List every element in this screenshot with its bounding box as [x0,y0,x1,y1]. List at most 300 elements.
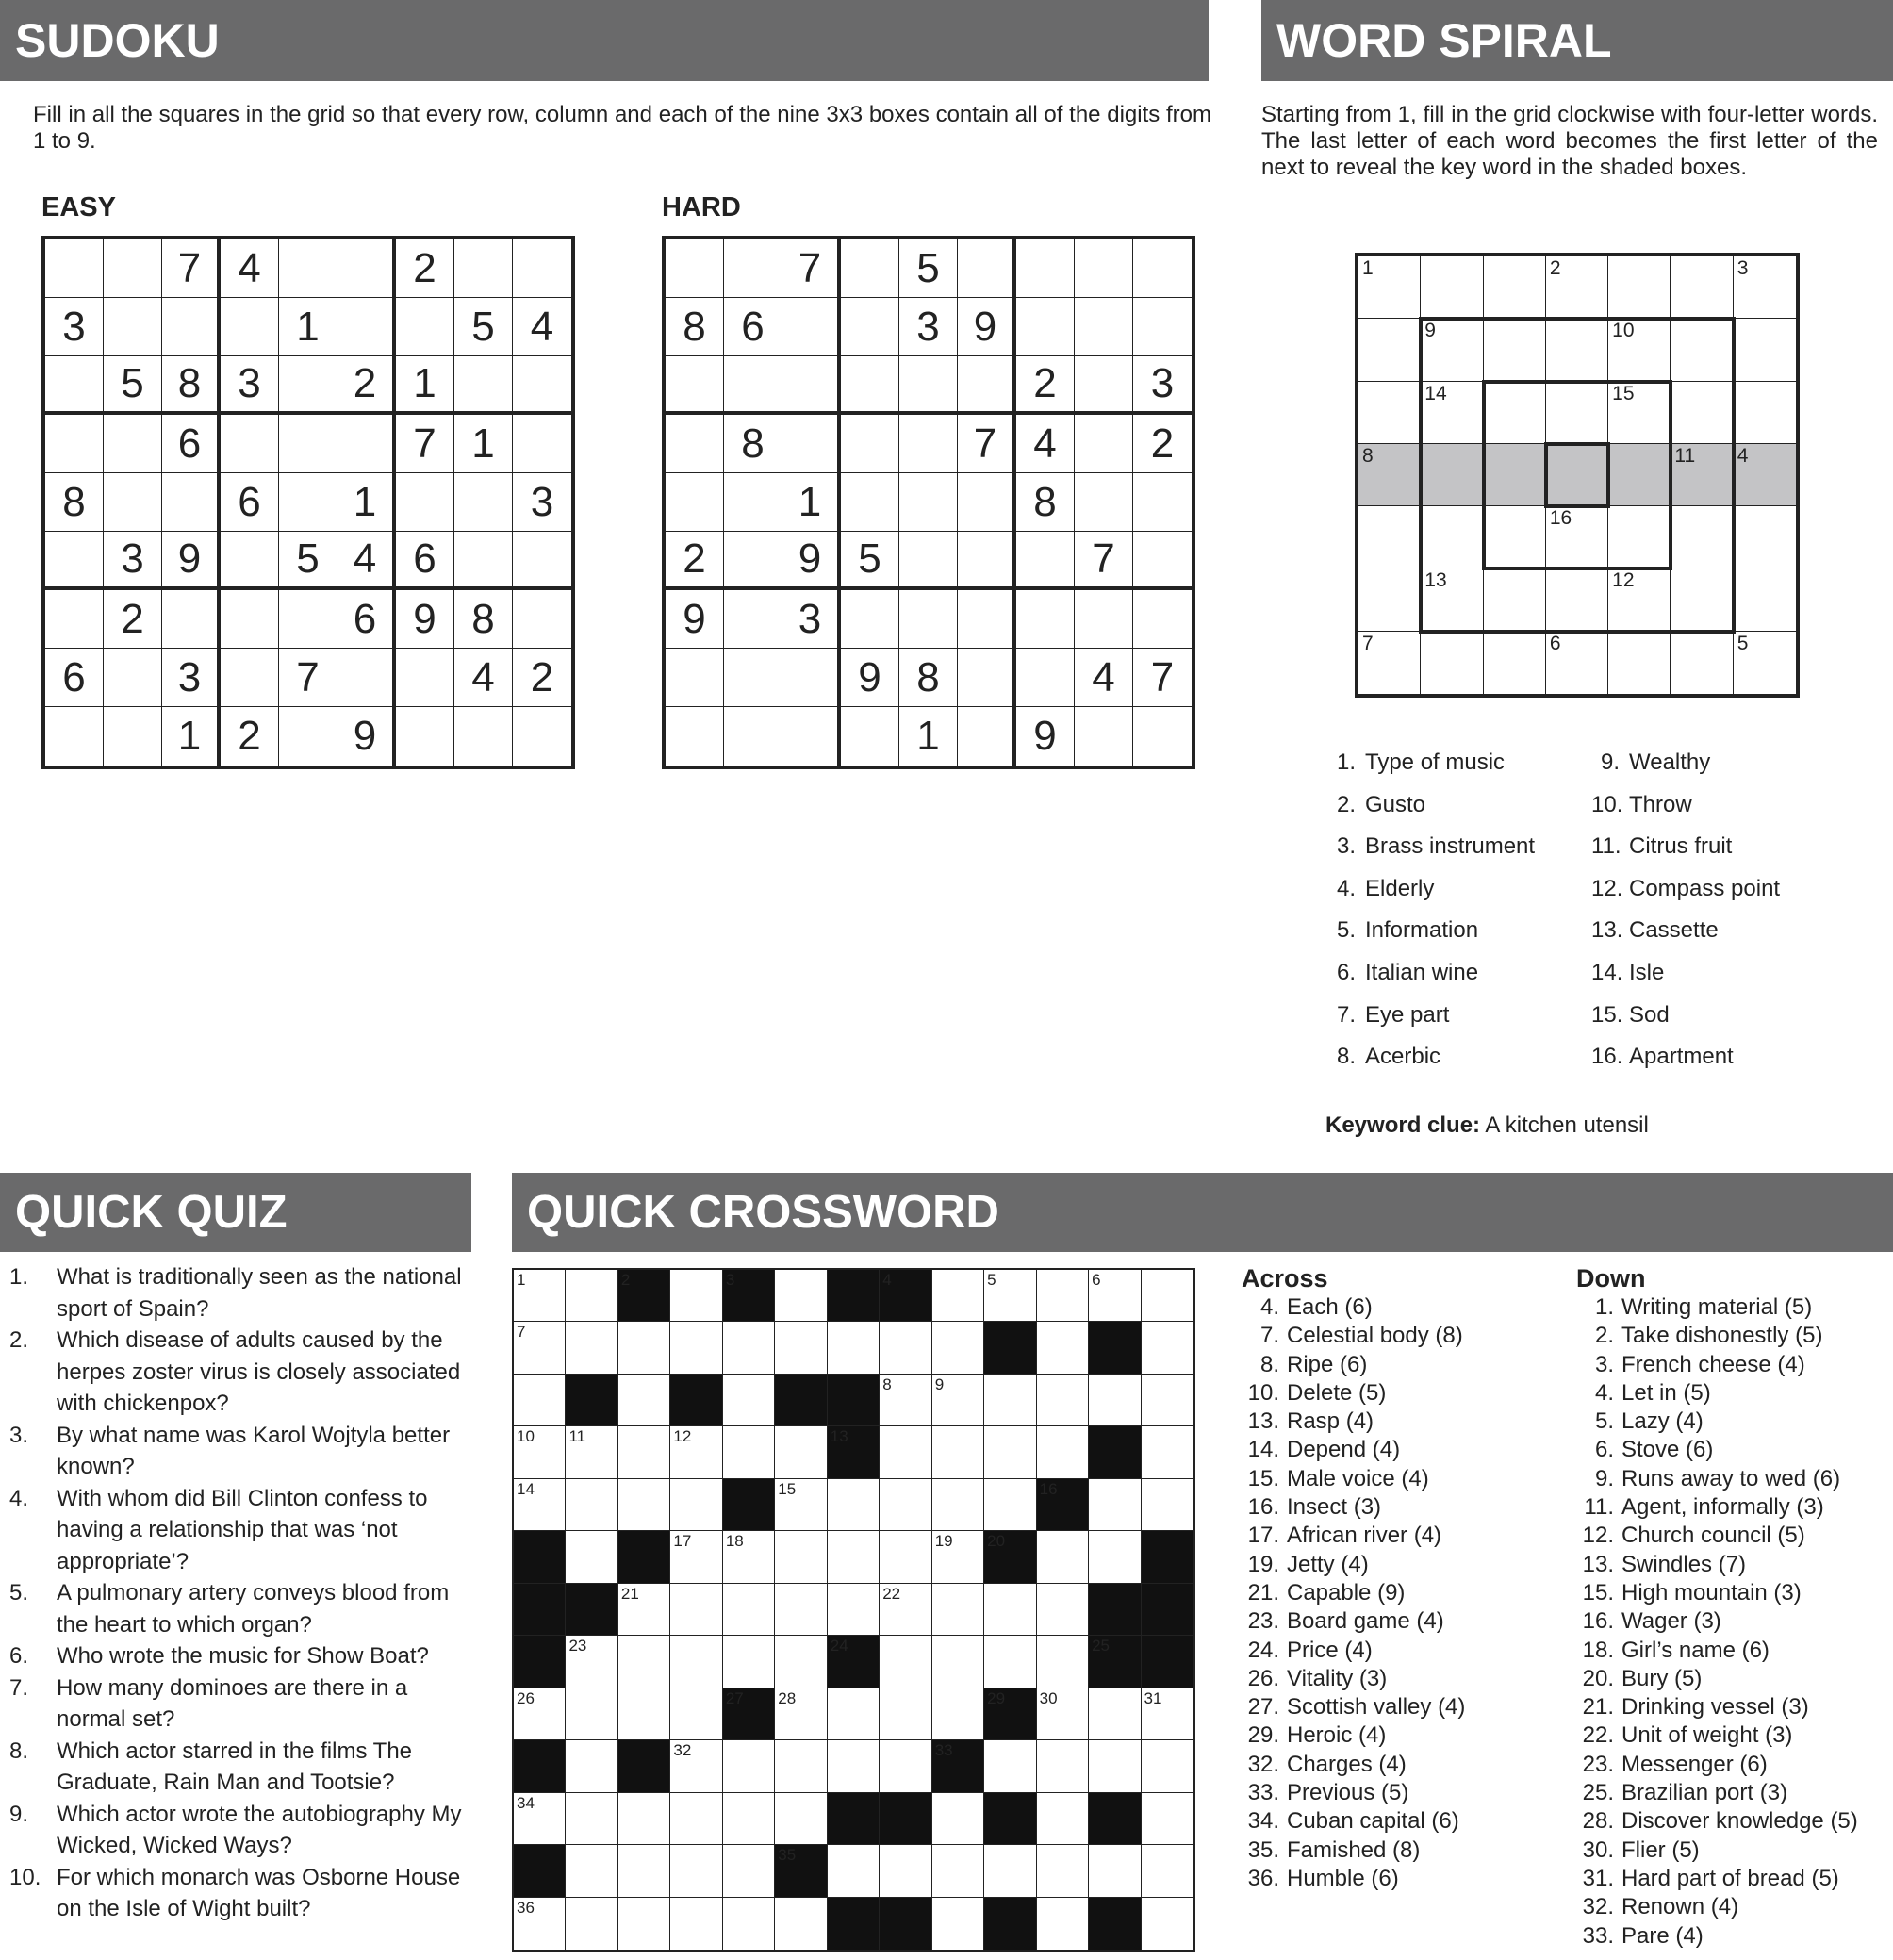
crossword-cell[interactable] [880,1322,931,1374]
sudoku-empty-cell[interactable] [841,707,899,766]
spiral-cell[interactable] [1671,568,1733,631]
sudoku-empty-cell[interactable] [666,707,724,766]
crossword-cell[interactable] [1037,1426,1089,1478]
crossword-cell[interactable] [670,1531,722,1583]
crossword-cell[interactable] [1142,1322,1193,1374]
sudoku-given-digit: 3 [1133,356,1192,415]
crossword-cell[interactable] [828,1531,880,1583]
crossword-cell[interactable] [670,1688,722,1740]
sudoku-empty-cell[interactable] [221,415,279,473]
spiral-cell[interactable] [1358,444,1421,506]
crossword-cell[interactable] [775,1636,827,1688]
crossword-cell[interactable] [1142,1375,1193,1426]
across-clue-text: Capable (9) [1287,1579,1406,1606]
crossword-cell[interactable] [670,1898,722,1950]
crossword-cell[interactable] [514,1426,566,1478]
crossword-cell[interactable] [1037,1898,1089,1950]
spiral-cell[interactable] [1484,632,1546,694]
crossword-cell[interactable] [984,1270,1036,1322]
spiral-cell[interactable] [1608,444,1671,506]
crossword-cell[interactable] [932,1793,984,1845]
spiral-cell[interactable] [1608,319,1671,381]
sudoku-empty-cell[interactable] [454,239,513,298]
crossword-cell[interactable] [932,1479,984,1531]
spiral-cell[interactable] [1608,382,1671,444]
crossword-cell[interactable] [723,1636,775,1688]
sudoku-empty-cell[interactable] [104,415,162,473]
crossword-cell[interactable] [723,1375,775,1426]
sudoku-empty-cell[interactable] [279,590,337,649]
spiral-cell[interactable] [1421,632,1483,694]
crossword-cell[interactable] [566,1270,617,1322]
crossword-cell[interactable] [670,1426,722,1478]
sudoku-empty-cell[interactable] [1075,298,1133,356]
crossword-cell[interactable] [618,1688,670,1740]
spiral-cell[interactable] [1484,568,1546,631]
spiral-cell[interactable] [1546,319,1608,381]
spiral-cell[interactable] [1421,444,1483,506]
sudoku-empty-cell[interactable] [958,473,1016,532]
spiral-cell[interactable] [1358,568,1421,631]
quiz-question [0,1483,469,1578]
spiral-cell[interactable] [1421,506,1483,568]
sudoku-empty-cell[interactable] [221,532,279,590]
sudoku-empty-cell[interactable] [899,590,958,649]
spiral-cell[interactable] [1608,568,1671,631]
crossword-cell[interactable] [723,1584,775,1636]
sudoku-empty-cell[interactable] [279,356,337,415]
crossword-cell[interactable] [723,1898,775,1950]
sudoku-empty-cell[interactable] [724,707,782,766]
crossword-cell[interactable] [514,1688,566,1740]
spiral-cell[interactable] [1734,444,1796,506]
crossword-cell[interactable] [828,1845,880,1897]
crossword-cell[interactable] [984,1375,1036,1426]
spiral-cell[interactable] [1671,506,1733,568]
sudoku-empty-cell[interactable] [1016,649,1075,707]
crossword-cell[interactable] [618,1322,670,1374]
quiz-question-number-text: 8. [9,1738,29,1764]
sudoku-empty-cell[interactable] [45,590,104,649]
crossword-cell[interactable] [670,1636,722,1688]
sudoku-empty-cell[interactable] [782,649,841,707]
sudoku-empty-cell[interactable] [724,356,782,415]
sudoku-empty-cell[interactable] [1133,239,1192,298]
crossword-cell[interactable] [670,1740,722,1792]
crossword-cell[interactable] [1142,1426,1193,1478]
spiral-cell[interactable] [1358,256,1421,319]
crossword-cell[interactable] [618,1898,670,1950]
spiral-cell[interactable] [1608,632,1671,694]
crossword-cell[interactable] [514,1270,566,1322]
crossword-cell[interactable] [880,1845,931,1897]
down-clue [1576,1807,1858,1836]
crossword-cell[interactable] [566,1531,617,1583]
crossword-cell[interactable] [880,1375,931,1426]
spiral-cell[interactable] [1421,568,1483,631]
crossword-cell[interactable] [1037,1740,1089,1792]
sudoku-empty-cell[interactable] [396,707,454,766]
across-clue-number: 23. [1247,1608,1279,1635]
spiral-cell[interactable] [1734,256,1796,319]
sudoku-empty-cell[interactable] [899,532,958,590]
sudoku-empty-cell[interactable] [724,532,782,590]
crossword-cell[interactable] [880,1688,931,1740]
crossword-cell[interactable] [618,1636,670,1688]
sudoku-empty-cell[interactable] [899,415,958,473]
sudoku-empty-cell[interactable] [1133,298,1192,356]
crossword-cell[interactable] [932,1322,984,1374]
spiral-cell[interactable] [1546,568,1608,631]
crossword-cell[interactable] [1089,1531,1141,1583]
sudoku-empty-cell[interactable] [958,239,1016,298]
spiral-clue-text: Brass instrument [1365,833,1536,860]
crossword-cell[interactable] [723,1740,775,1792]
spiral-cell[interactable] [1421,256,1483,319]
spiral-cell[interactable] [1358,506,1421,568]
crossword-cell[interactable] [775,1479,827,1531]
sudoku-empty-cell[interactable] [1075,239,1133,298]
down-clue-number: 18. [1582,1637,1614,1663]
crossword-cell[interactable] [514,1898,566,1950]
crossword-cell[interactable] [1037,1270,1089,1322]
sudoku-empty-cell[interactable] [666,415,724,473]
sudoku-empty-cell[interactable] [337,239,396,298]
across-clue [1242,1436,1465,1464]
spiral-cell[interactable] [1484,256,1546,319]
crossword-cell[interactable] [775,1898,827,1950]
spiral-cell[interactable] [1484,506,1546,568]
sudoku-empty-cell[interactable] [104,707,162,766]
crossword-cell[interactable] [723,1845,775,1897]
spiral-cell[interactable] [1546,444,1608,506]
crossword-cell[interactable] [828,1688,880,1740]
crossword-cell[interactable] [566,1740,617,1792]
crossword-cell[interactable] [618,1426,670,1478]
spiral-cell[interactable] [1358,632,1421,694]
crossword-cell[interactable] [1089,1688,1141,1740]
sudoku-empty-cell[interactable] [104,649,162,707]
crossword-cell[interactable] [618,1375,670,1426]
spiral-cell[interactable] [1358,319,1421,381]
sudoku-empty-cell[interactable] [841,298,899,356]
sudoku-empty-cell[interactable] [782,707,841,766]
spiral-cell[interactable] [1734,568,1796,631]
crossword-cell[interactable] [932,1375,984,1426]
sudoku-empty-cell[interactable] [1133,590,1192,649]
crossword-cell[interactable] [618,1793,670,1845]
crossword-cell[interactable] [1037,1584,1089,1636]
sudoku-empty-cell[interactable] [1133,473,1192,532]
sudoku-empty-cell[interactable] [396,473,454,532]
sudoku-empty-cell[interactable] [454,707,513,766]
sudoku-empty-cell[interactable] [279,239,337,298]
across-clue [1242,1865,1465,1893]
sudoku-empty-cell[interactable] [666,649,724,707]
sudoku-empty-cell[interactable] [899,473,958,532]
crossword-cell[interactable] [828,1584,880,1636]
crossword-cell[interactable] [1037,1793,1089,1845]
spiral-clue [1327,910,1535,952]
crossword-cell[interactable] [984,1636,1036,1688]
crossword-cell[interactable] [775,1688,827,1740]
crossword-cell[interactable] [932,1531,984,1583]
crossword-cell[interactable] [514,1793,566,1845]
crossword-cell-number: 11 [568,1427,586,1446]
spiral-cell[interactable] [1608,506,1671,568]
sudoku-empty-cell[interactable] [724,473,782,532]
sudoku-empty-cell[interactable] [45,415,104,473]
crossword-cell[interactable] [880,1426,931,1478]
sudoku-empty-cell[interactable] [666,473,724,532]
crossword-cell[interactable] [775,1740,827,1792]
crossword-cell[interactable] [932,1688,984,1740]
sudoku-empty-cell[interactable] [162,590,221,649]
down-clue-number: 16. [1582,1608,1614,1635]
sudoku-empty-cell[interactable] [513,590,571,649]
crossword-cell[interactable] [723,1322,775,1374]
crossword-cell[interactable] [670,1322,722,1374]
spiral-cell[interactable] [1358,382,1421,444]
crossword-cell[interactable] [984,1740,1036,1792]
sudoku-empty-cell[interactable] [104,473,162,532]
crossword-cell[interactable] [670,1584,722,1636]
sudoku-empty-cell[interactable] [279,707,337,766]
crossword-cell[interactable] [1037,1322,1089,1374]
sudoku-empty-cell[interactable] [666,239,724,298]
crossword-cell[interactable] [932,1270,984,1322]
crossword-cell[interactable] [880,1584,931,1636]
sudoku-empty-cell[interactable] [337,298,396,356]
sudoku-empty-cell[interactable] [45,707,104,766]
sudoku-empty-cell[interactable] [221,590,279,649]
crossword-cell[interactable] [1142,1845,1193,1897]
sudoku-empty-cell[interactable] [841,239,899,298]
sudoku-empty-cell[interactable] [454,473,513,532]
sudoku-empty-cell[interactable] [162,298,221,356]
crossword-cell[interactable] [775,1531,827,1583]
crossword-cell[interactable] [618,1479,670,1531]
sudoku-empty-cell[interactable] [666,356,724,415]
sudoku-empty-cell[interactable] [454,532,513,590]
spiral-cell[interactable] [1734,319,1796,381]
crossword-cell[interactable] [828,1322,880,1374]
sudoku-empty-cell[interactable] [162,473,221,532]
crossword-cell[interactable] [566,1636,617,1688]
spiral-cell[interactable] [1734,506,1796,568]
sudoku-empty-cell[interactable] [513,356,571,415]
spiral-cell[interactable] [1671,444,1733,506]
crossword-cell[interactable] [670,1793,722,1845]
crossword-cell[interactable] [1142,1270,1193,1322]
crossword-cell[interactable] [932,1845,984,1897]
sudoku-empty-cell[interactable] [1075,590,1133,649]
spiral-cell[interactable] [1421,319,1483,381]
sudoku-empty-cell[interactable] [45,532,104,590]
crossword-cell[interactable] [670,1845,722,1897]
sudoku-empty-cell[interactable] [899,356,958,415]
sudoku-empty-cell[interactable] [1075,415,1133,473]
sudoku-empty-cell[interactable] [958,356,1016,415]
sudoku-empty-cell[interactable] [1133,707,1192,766]
sudoku-empty-cell[interactable] [841,473,899,532]
sudoku-empty-cell[interactable] [513,707,571,766]
spiral-cell[interactable] [1484,319,1546,381]
crossword-cell[interactable] [1142,1740,1193,1792]
spiral-cell[interactable] [1671,319,1733,381]
spiral-cell[interactable] [1546,632,1608,694]
crossword-cell[interactable] [514,1375,566,1426]
crossword-cell[interactable] [514,1322,566,1374]
sudoku-empty-cell[interactable] [958,707,1016,766]
crossword-cell[interactable] [1037,1531,1089,1583]
crossword-cell[interactable] [1089,1270,1141,1322]
crossword-cell[interactable] [566,1845,617,1897]
crossword-cell[interactable] [880,1479,931,1531]
crossword-cell[interactable] [984,1426,1036,1478]
crossword-cell[interactable] [828,1479,880,1531]
sudoku-empty-cell[interactable] [513,239,571,298]
crossword-cell[interactable] [723,1531,775,1583]
crossword-cell[interactable] [723,1426,775,1478]
spiral-cell[interactable] [1734,382,1796,444]
spiral-clue-number: 10. [1591,791,1623,817]
sudoku-empty-cell[interactable] [396,298,454,356]
spiral-cell[interactable] [1546,506,1608,568]
sudoku-empty-cell[interactable] [841,590,899,649]
sudoku-empty-cell[interactable] [958,649,1016,707]
sudoku-empty-cell[interactable] [221,298,279,356]
spiral-clue-number: 6. [1336,959,1356,985]
spiral-cell[interactable] [1421,382,1483,444]
sudoku-empty-cell[interactable] [396,649,454,707]
crossword-cell[interactable] [1089,1845,1141,1897]
across-clue-number: 24. [1247,1637,1279,1663]
crossword-cell[interactable] [566,1688,617,1740]
crossword-cell[interactable] [880,1636,931,1688]
crossword-cell[interactable] [670,1270,722,1322]
sudoku-empty-cell[interactable] [958,590,1016,649]
spiral-cell[interactable] [1671,382,1733,444]
spiral-cell[interactable] [1608,256,1671,319]
crossword-block [828,1426,880,1478]
spiral-cell[interactable] [1546,382,1608,444]
sudoku-empty-cell[interactable] [1075,356,1133,415]
sudoku-empty-cell[interactable] [782,415,841,473]
sudoku-empty-cell[interactable] [221,649,279,707]
crossword-cell[interactable] [566,1793,617,1845]
crossword-cell[interactable] [932,1898,984,1950]
quick-quiz-title: QUICK QUIZ [15,1187,288,1238]
sudoku-empty-cell[interactable] [45,239,104,298]
sudoku-empty-cell[interactable] [279,473,337,532]
sudoku-empty-cell[interactable] [958,532,1016,590]
crossword-cell[interactable] [775,1793,827,1845]
crossword-cell[interactable] [618,1584,670,1636]
crossword-cell[interactable] [670,1479,722,1531]
crossword-cell[interactable] [932,1426,984,1478]
sudoku-empty-cell[interactable] [1016,298,1075,356]
crossword-cell[interactable] [566,1479,617,1531]
crossword-cell[interactable] [775,1322,827,1374]
crossword-cell[interactable] [566,1898,617,1950]
crossword-cell[interactable] [1142,1688,1193,1740]
sudoku-empty-cell[interactable] [782,298,841,356]
sudoku-empty-cell[interactable] [279,415,337,473]
sudoku-empty-cell[interactable] [513,532,571,590]
sudoku-empty-cell[interactable] [1016,590,1075,649]
crossword-cell[interactable] [723,1793,775,1845]
crossword-cell[interactable] [1037,1688,1089,1740]
crossword-cell[interactable] [984,1479,1036,1531]
sudoku-empty-cell[interactable] [782,356,841,415]
crossword-cell[interactable] [775,1270,827,1322]
sudoku-empty-cell[interactable] [841,356,899,415]
sudoku-empty-cell[interactable] [337,649,396,707]
quiz-question-number-text: 9. [9,1801,29,1827]
sudoku-empty-cell[interactable] [1016,239,1075,298]
sudoku-empty-cell[interactable] [337,415,396,473]
sudoku-empty-cell[interactable] [724,590,782,649]
crossword-cell[interactable] [828,1740,880,1792]
spiral-cell[interactable] [1484,444,1546,506]
crossword-cell[interactable] [1089,1740,1141,1792]
spiral-cell[interactable] [1734,632,1796,694]
spiral-cell[interactable] [1546,256,1608,319]
crossword-cell-number: 18 [725,1532,744,1551]
crossword-cell[interactable] [932,1636,984,1688]
crossword-cell[interactable] [1142,1479,1193,1531]
crossword-cell[interactable] [1089,1479,1141,1531]
crossword-cell[interactable] [1089,1375,1141,1426]
crossword-cell[interactable] [880,1740,931,1792]
sudoku-empty-cell[interactable] [1075,707,1133,766]
crossword-cell[interactable] [984,1584,1036,1636]
sudoku-empty-cell[interactable] [1016,532,1075,590]
crossword-cell[interactable] [1037,1845,1089,1897]
crossword-cell[interactable] [1142,1898,1193,1950]
crossword-cell[interactable] [618,1845,670,1897]
sudoku-empty-cell[interactable] [724,239,782,298]
sudoku-empty-cell[interactable] [1133,532,1192,590]
across-clue-number: 29. [1247,1722,1279,1749]
spiral-cell[interactable] [1671,256,1733,319]
crossword-cell[interactable] [932,1584,984,1636]
sudoku-given-digit: 6 [221,473,279,532]
sudoku-empty-cell[interactable] [724,649,782,707]
spiral-cell[interactable] [1671,632,1733,694]
crossword-block [618,1740,670,1792]
spiral-cell[interactable] [1484,382,1546,444]
sudoku-empty-cell[interactable] [45,356,104,415]
crossword-cell[interactable] [775,1584,827,1636]
sudoku-empty-cell[interactable] [104,239,162,298]
crossword-cell[interactable] [514,1479,566,1531]
crossword-cell[interactable] [1142,1793,1193,1845]
crossword-cell[interactable] [566,1322,617,1374]
sudoku-empty-cell[interactable] [513,415,571,473]
sudoku-empty-cell[interactable] [104,298,162,356]
crossword-cell[interactable] [1037,1375,1089,1426]
crossword-cell[interactable] [1037,1636,1089,1688]
crossword-cell[interactable] [880,1531,931,1583]
sudoku-empty-cell[interactable] [454,356,513,415]
crossword-cell[interactable] [566,1426,617,1478]
crossword-cell[interactable] [984,1845,1036,1897]
sudoku-empty-cell[interactable] [841,415,899,473]
sudoku-empty-cell[interactable] [1075,473,1133,532]
crossword-cell[interactable] [775,1426,827,1478]
